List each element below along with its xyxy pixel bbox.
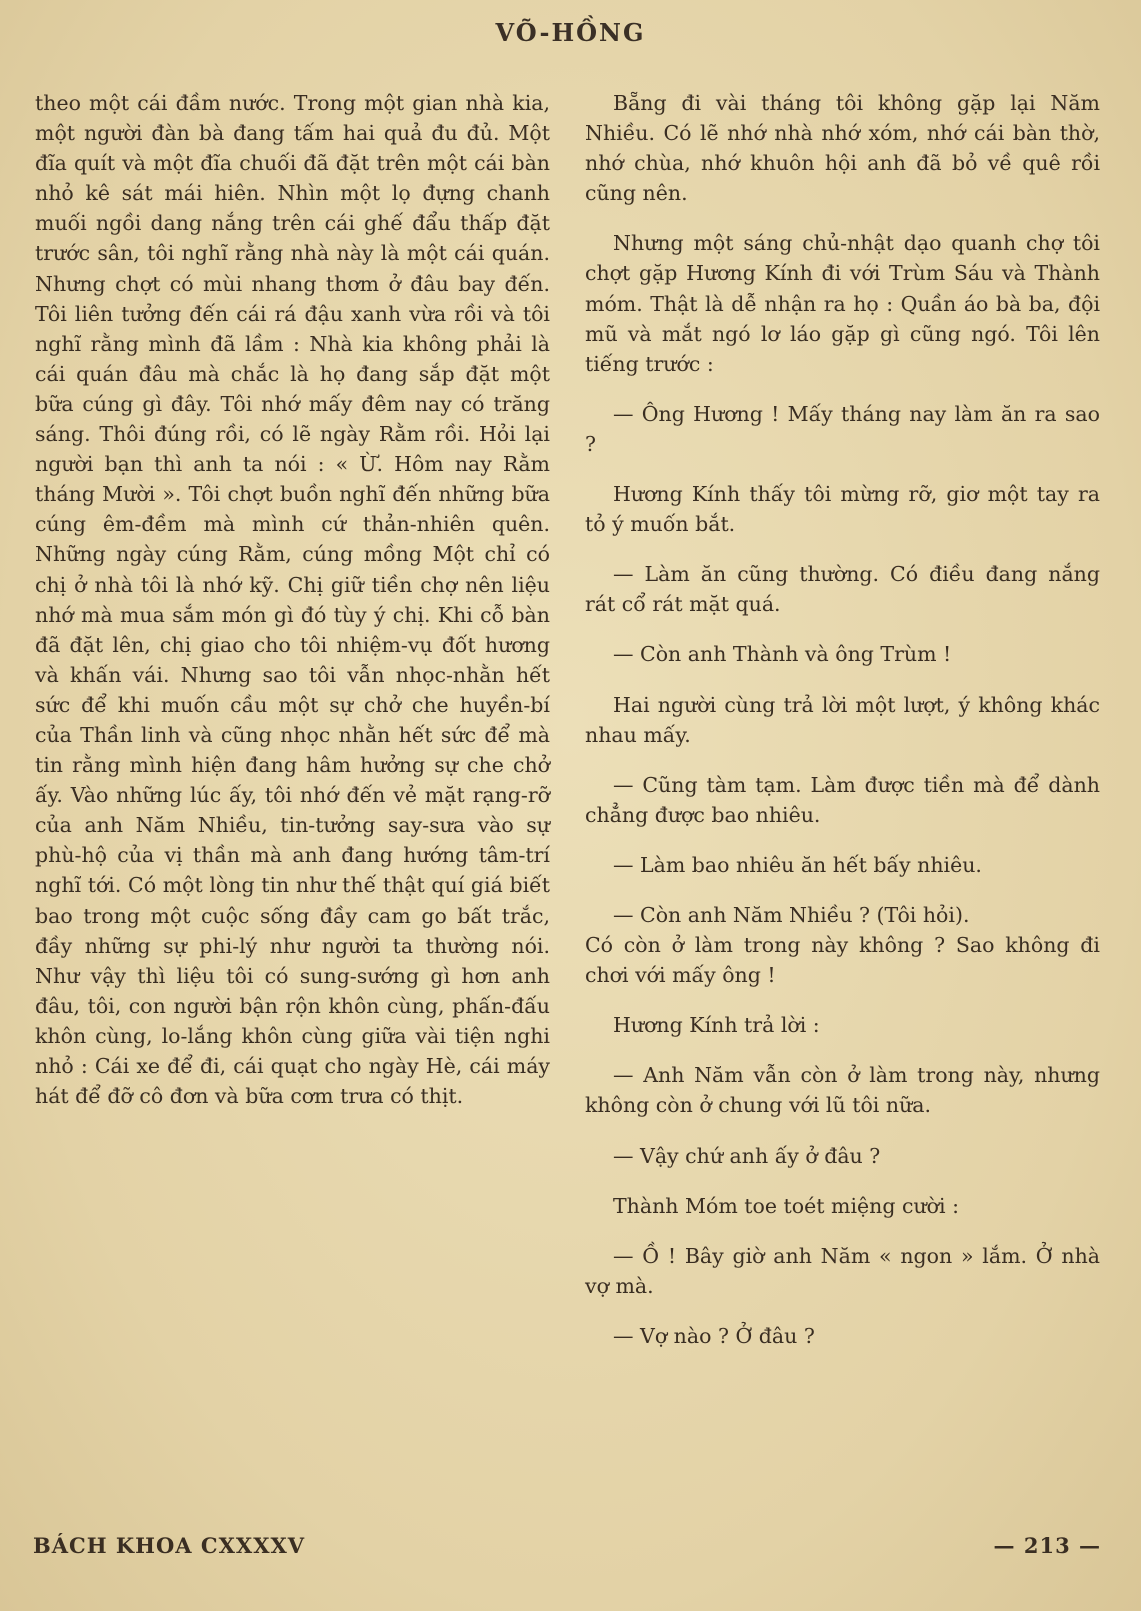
paragraph: Hai người cùng trả lời một lượt, ý không khác nhau mấy.	[585, 692, 1100, 747]
dialogue-line: — Ông Hương ! Mấy tháng nay làm ăn ra sao ?	[585, 401, 1100, 456]
paragraph: theo một cái đầm nước. Trong một gian nhà kia, một người đàn bà đang tấm hai quả đu đủ. Một đĩa quít và một đĩa chuối đã đặt trên một cái bàn nhỏ kê sát mái hiên. Nhìn một lọ đựng chanh muối ngồi dang nắng trên cái ghế đẩu thấp đặt trước sân, tôi nghĩ rằng nhà này là một cái quán. Nhưng chợt có mùi nhang thơm ở đâu bay đến. Tôi liên tưởng đến cái rá đậu xanh vừa rồi và tôi nghĩ rằng mình đã lầm : Nhà kia không phải là cái quán đâu mà chắc là họ đang sắp đặt một bữa cúng gì đây. Tôi nhớ mấy đêm nay có trăng sáng. Thôi đúng rồi, có lẽ ngày Rằm rồi. Hỏi lại người bạn thì anh ta nói : « Ừ. Hôm nay Rằm tháng Mười ». Tôi chợt buồn nghĩ đến những bữa cúng êm-đềm mà mình cứ thản-nhiên quên. Những ngày cúng Rằm, cúng mồng Một chỉ có chị ở nhà tôi là nhớ kỹ. Chị giữ tiền chợ nên liệu nhớ mà mua sắm món gì đó tùy ý chị. Khi cỗ bàn đã đặt lên, chị giao cho tôi nhiệm-vụ đốt hương và khấn vái. Nhưng sao tôi vẫn nhọc-nhằn hết sức để khi muốn cầu một sự chở che huyền-bí của Thần linh và cũng nhọc nhằn hết sức để mà tin rằng mình hiện đang hâm hưởng sự che chở ấy. Vào những lúc ấy, tôi nhớ đến vẻ mặt rạng-rỡ của anh Năm Nhiều, tin-tưởng say-sưa vào sự phù-hộ của vị thần mà anh đang hướng tâm-trí nghĩ tới. Có một lòng tin như thế thật quí giá biết bao trong một cuộc sống đầy cam go bất trắc, đầy những sự phi-lý như người ta thường nói. Như vậy thì liệu tôi có sung-sướng gì hơn anh đâu, tôi, con người bận rộn khôn cùng, phấn-đấu khôn cùng, lo-lắng khôn cùng giữa vài tiện nghi nhỏ : Cái xe để đi, cái quạt cho ngày Hè, cái máy hát để đỡ cô đơn và bữa cơm trưa có thịt.	[35, 91, 550, 1109]
dialogue-line: — Còn anh Năm Nhiều ? (Tôi hỏi).	[613, 902, 970, 927]
dialogue-line: — Vợ nào ? Ở đâu ?	[613, 1323, 815, 1348]
paragraph: Hương Kính trả lời :	[613, 1013, 820, 1038]
paragraph: Thành Móm toe toét miệng cười :	[613, 1193, 959, 1218]
dialogue-line-continued: Có còn ở làm trong này không ? Sao không đi chơi với mấy ông !	[585, 933, 1100, 988]
dialogue-line: — Anh Năm vẫn còn ở làm trong này, nhưng không còn ở chung với lũ tôi nữa.	[585, 1063, 1100, 1118]
paragraph: Hương Kính thấy tôi mừng rỡ, giơ một tay ra tỏ ý muốn bắt.	[585, 482, 1100, 537]
left-text-column	[35, 88, 550, 1111]
page-header-author: VÕ-HỒNG	[495, 18, 646, 47]
dialogue-line: — Làm bao nhiêu ăn hết bấy nhiêu.	[613, 852, 982, 877]
publication-name: BÁCH KHOA CXXXXV	[33, 1533, 306, 1558]
dialogue-line: — Còn anh Thành và ông Trùm !	[613, 642, 952, 667]
page-number: — 213 —	[993, 1533, 1101, 1558]
dialogue-line: — Vậy chứ anh ấy ở đâu ?	[613, 1143, 881, 1168]
dialogue-line: — Cũng tàm tạm. Làm được tiền mà để dành chẳng được bao nhiêu.	[585, 772, 1100, 827]
right-text-column	[585, 88, 1100, 1371]
dialogue-line: — Ồ ! Bây giờ anh Năm « ngon » lắm. Ở nhà vợ mà.	[585, 1243, 1100, 1298]
paragraph: Nhưng một sáng chủ-nhật dạo quanh chợ tôi chợt gặp Hương Kính đi với Trùm Sáu và Thành móm. Thật là dễ nhận ra họ : Quần áo bà ba, đội mũ và mắt ngó lơ láo gặp gì cũng ngó. Tôi lên tiếng trước :	[585, 231, 1100, 376]
paragraph: Bẵng đi vài tháng tôi không gặp lại Năm Nhiều. Có lẽ nhớ nhà nhớ xóm, nhớ cái bàn thờ, nhớ chùa, nhớ khuôn hội anh đã bỏ về quê rồi cũng nên.	[585, 91, 1100, 206]
dialogue-line: — Làm ăn cũng thường. Có điều đang nắng rát cổ rát mặt quá.	[585, 562, 1100, 617]
